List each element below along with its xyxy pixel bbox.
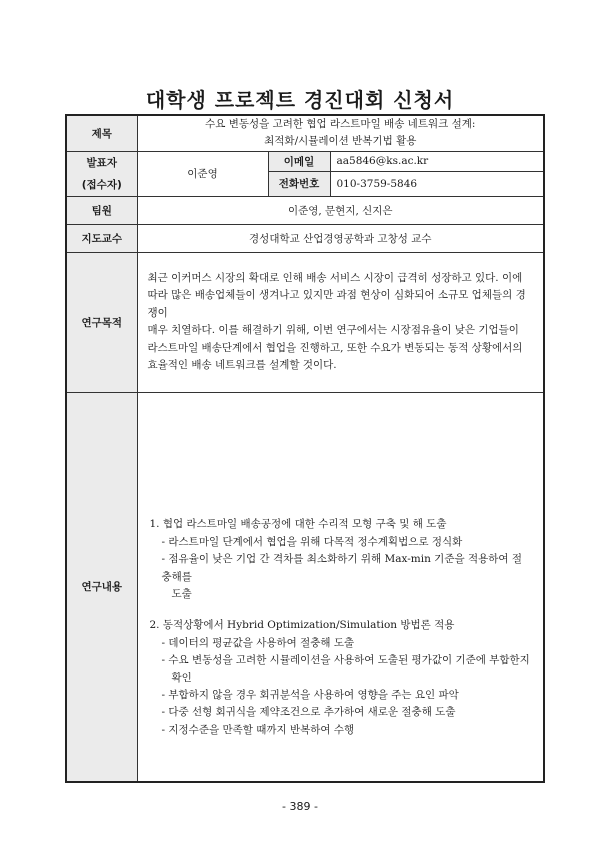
page-title: 대학생 프로젝트 경진대회 신청서 [145, 88, 455, 112]
row-content [66, 392, 544, 782]
title-line-2: 최적화/시뮬레이션 반복기법 활용 [264, 135, 417, 148]
row-advisor [66, 224, 544, 252]
label-presenter-line-1: 발표자 [86, 156, 117, 169]
label-purpose: 연구목적 [66, 252, 137, 392]
label-advisor: 지도교수 [66, 224, 137, 252]
value-content [137, 392, 544, 782]
label-title: 제목 [66, 115, 137, 151]
content-sub-item: - 지정수준을 만족할 때까지 반복하여 수행 [161, 723, 355, 736]
purpose-line: 매우 치열하다. 이를 해결하기 위해, 이번 연구에서는 시장점유율이 낮은 기업들이 [147, 324, 519, 336]
row-title [66, 115, 544, 151]
content-sub-item-continuation: 확인 [171, 671, 192, 684]
value-presenter: 이준영 [137, 151, 268, 196]
label-content: 연구내용 [66, 392, 137, 782]
row-team [66, 196, 544, 224]
application-form [65, 114, 545, 783]
label-email: 이메일 [268, 151, 330, 171]
label-presenter [66, 151, 137, 196]
row-purpose [66, 252, 544, 392]
label-phone: 전화번호 [268, 171, 330, 196]
row-presenter-email [66, 151, 544, 171]
content-sub-item: - 수요 변동성을 고려한 시뮬레이션을 사용하여 도출된 평가값이 기준에 부합한지 [161, 654, 530, 667]
purpose-line: 라스트마일 배송단계에서 협업을 진행하고, 또한 수요가 변동되는 동적 상황에서의 [147, 341, 523, 354]
value-purpose [137, 252, 544, 392]
value-email: aa5846@ks.ac.kr [330, 151, 544, 171]
value-phone: 010-3759-5846 [330, 171, 544, 196]
content-sub-item: - 점유율이 낮은 기업 간 격차를 최소화하기 위해 Max-min 기준을 적용하여 절충해를 [161, 553, 522, 583]
content-sub-item: - 부합하지 않을 경우 회귀분석을 사용하여 영향을 주는 요인 파악 [161, 688, 459, 701]
content-sub-item-continuation: 도출 [171, 587, 192, 600]
content-item-1: 1. 협업 라스트마일 배송공정에 대한 수리적 모형 구축 및 해 도출 [149, 518, 447, 531]
content-sub-item: - 데이터의 평균값을 사용하여 절충해 도출 [161, 636, 355, 649]
content-item-2: 2. 동적상황에서 Hybrid Optimization/Simulation 방법론 적용 [149, 619, 455, 632]
label-presenter-line-2: (접수자) [81, 178, 122, 191]
purpose-line: 따라 많은 배송업체들이 생겨나고 있지만 과점 현상이 심화되어 소규모 업체들의 경쟁이 [147, 289, 526, 319]
content-sub-item: - 다중 선형 회귀식을 제약조건으로 추가하여 새로운 절충해 도출 [161, 706, 456, 719]
purpose-line: 최근 이커머스 시장의 확대로 인해 배송 서비스 시장이 급격히 성장하고 있다. 이에 [147, 271, 523, 284]
purpose-line: 효율적인 배송 네트워크를 설계할 것이다. [147, 359, 337, 371]
label-team: 팀원 [66, 196, 137, 224]
content-sub-item: - 라스트마일 단계에서 협업을 위해 다목적 정수계획법으로 정식화 [161, 535, 463, 548]
page-number: - 389 - [282, 800, 318, 813]
value-title [137, 115, 544, 151]
title-line-1: 수요 변동성을 고려한 협업 라스트마일 배송 네트워크 설계: [205, 118, 476, 131]
value-team: 이준영, 문현지, 신지은 [137, 196, 544, 224]
value-advisor: 경성대학교 산업경영공학과 고창성 교수 [137, 224, 544, 252]
